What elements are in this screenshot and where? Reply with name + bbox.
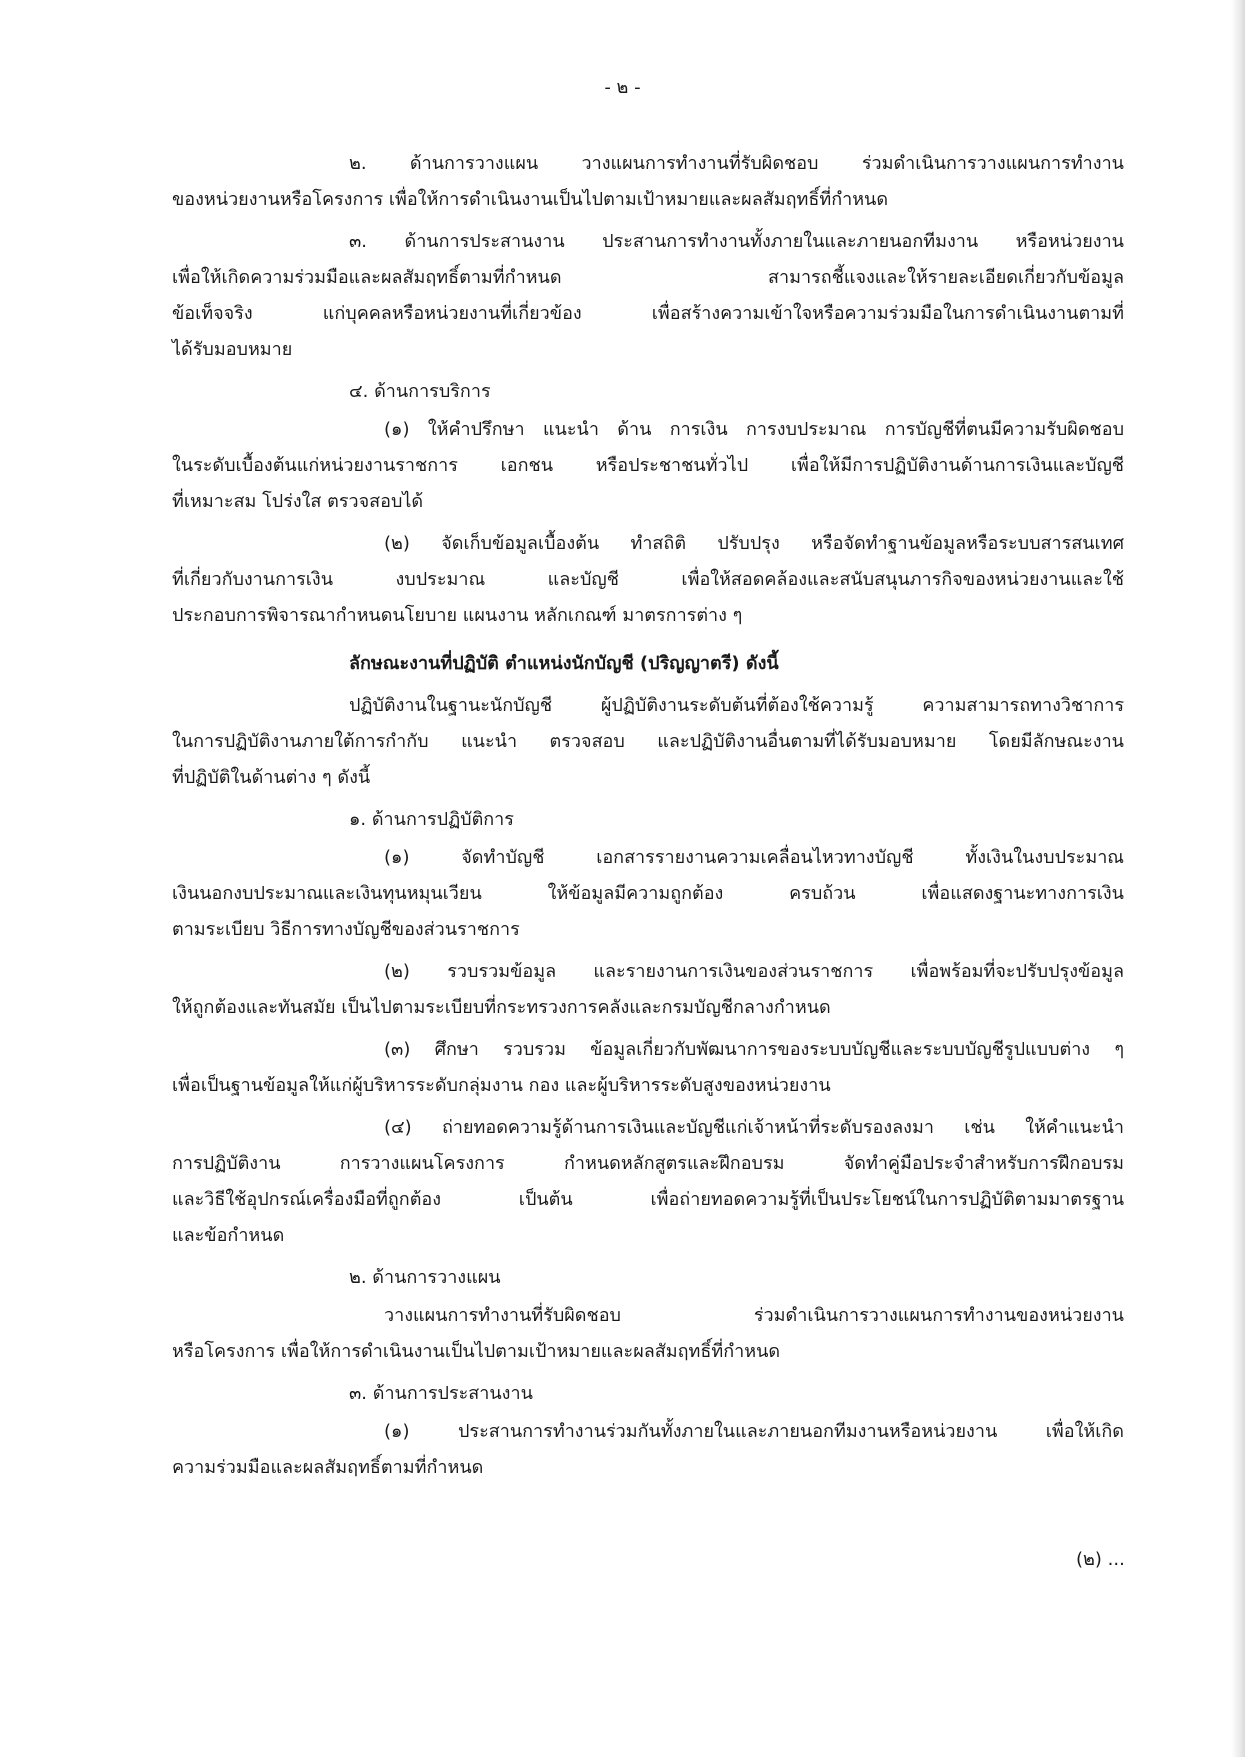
- planning-heading: ๒. ด้านการวางแผน: [349, 1267, 501, 1288]
- paragraph-line: และข้อกำหนด: [172, 1225, 285, 1246]
- paragraph-line: การปฏิบัติงาน การวางแผนโครงการ กำหนดหลักสูตรและฝึกอบรม จัดทำคู่มือประจำสำหรับการฝึกอบรม: [172, 1153, 1124, 1174]
- service-item-1-line: (๑) ให้คำปรึกษา แนะนำ ด้าน การเงิน การงบประมาณ การบัญชีที่ตนมีความรับผิดชอบ: [384, 419, 1124, 440]
- paragraph-line: ที่ปฏิบัติในด้านต่าง ๆ ดังนี้: [172, 767, 371, 788]
- paragraph-line: ข้อเท็จจริง แก่บุคคลหรือหน่วยงานที่เกี่ยวข้อง เพื่อสร้างความเข้าใจหรือความร่วมมือในการดำเนินงานตามที่: [172, 303, 1124, 324]
- paragraph-line: ที่เกี่ยวกับงานการเงิน งบประมาณ และบัญชี เพื่อให้สอดคล้องและสนับสนุนภารกิจของหน่วยงานและใช้: [172, 569, 1124, 590]
- operations-item-3-line: (๓) ศึกษา รวบรวม ข้อมูลเกี่ยวกับพัฒนาการของระบบบัญชีและระบบบัญชีรูปแบบต่าง ๆ: [384, 1039, 1124, 1060]
- paragraph-line: ความร่วมมือและผลสัมฤทธิ์ตามที่กำหนด: [172, 1457, 484, 1478]
- operations-item-1-line: (๑) จัดทำบัญชี เอกสารรายงานความเคลื่อนไหวทางบัญชี ทั้งเงินในงบประมาณ: [384, 847, 1124, 868]
- paragraph-line: ตามระเบียบ วิธีการทางบัญชีของส่วนราชการ: [172, 919, 520, 940]
- operations-heading: ๑. ด้านการปฏิบัติการ: [349, 809, 514, 830]
- paragraph-line: ของหน่วยงานหรือโครงการ เพื่อให้การดำเนินงานเป็นไปตามเป้าหมายและผลสัมฤทธิ์ที่กำหนด: [172, 189, 889, 210]
- planning-text-line: วางแผนการทำงานที่รับผิดชอบ ร่วมดำเนินการวางแผนการทำงานของหน่วยงาน: [384, 1305, 1124, 1326]
- section-heading: ลักษณะงานที่ปฏิบัติ ตำแหน่งนักบัญชี (ปริญญาตรี) ดังนี้: [349, 653, 779, 674]
- paragraph-line: ได้รับมอบหมาย: [172, 339, 293, 360]
- coordination-heading: ๓. ด้านการประสานงาน: [349, 1383, 533, 1404]
- paragraph-line: ประกอบการพิจารณากำหนดนโยบาย แผนงาน หลักเกณฑ์ มาตรการต่าง ๆ: [172, 605, 743, 626]
- paragraph-line: ให้ถูกต้องและทันสมัย เป็นไปตามระเบียบที่กระทรวงการคลังและกรมบัญชีกลางกำหนด: [172, 997, 831, 1018]
- planning-heading-line: ๒. ด้านการวางแผน วางแผนการทำงานที่รับผิดชอบ ร่วมดำเนินการวางแผนการทำงาน: [349, 153, 1124, 174]
- paragraph-line: ปฏิบัติงานในฐานะนักบัญชี ผู้ปฏิบัติงานระดับต้นที่ต้องใช้ความรู้ ความสามารถทางวิชาการ: [349, 695, 1124, 716]
- operations-item-4-line: (๔) ถ่ายทอดความรู้ด้านการเงินและบัญชีแก่เจ้าหน้าที่ระดับรองลงมา เช่น ให้คำแนะนำ: [384, 1117, 1124, 1138]
- paragraph-line: ในการปฏิบัติงานภายใต้การกำกับ แนะนำ ตรวจสอบ และปฏิบัติงานอื่นตามที่ได้รับมอบหมาย โดยมีลักษณะงาน: [172, 731, 1124, 752]
- paragraph-line: และวิธีใช้อุปกรณ์เครื่องมือที่ถูกต้อง เป็นต้น เพื่อถ่ายทอดความรู้ที่เป็นประโยชน์ในการปฏิบัติตามมาตรฐาน: [172, 1189, 1124, 1210]
- coordination-item-1-line: (๑) ประสานการทำงานร่วมกันทั้งภายในและภายนอกทีมงานหรือหน่วยงาน เพื่อให้เกิด: [384, 1421, 1124, 1442]
- coordination-heading-line: ๓. ด้านการประสานงาน ประสานการทำงานทั้งภายในและภายนอกทีมงาน หรือหน่วยงาน: [349, 231, 1124, 252]
- paragraph-line: ที่เหมาะสม โปร่งใส ตรวจสอบได้: [172, 491, 424, 512]
- service-heading: ๔. ด้านการบริการ: [349, 381, 491, 402]
- operations-item-2-line: (๒) รวบรวมข้อมูล และรายงานการเงินของส่วนราชการ เพื่อพร้อมที่จะปรับปรุงข้อมูล: [384, 961, 1124, 982]
- page-number: - ๒ -: [604, 77, 641, 98]
- continuation-marker: (๒) ...: [1076, 1549, 1125, 1570]
- service-item-2-line: (๒) จัดเก็บข้อมูลเบื้องต้น ทำสถิติ ปรับปรุง หรือจัดทำฐานข้อมูลหรือระบบสารสนเทศ: [384, 533, 1124, 554]
- paragraph-line: เพื่อให้เกิดความร่วมมือและผลสัมฤทธิ์ตามที่กำหนด สามารถชี้แจงและให้รายละเอียดเกี่ยวกับข้อมูล: [172, 267, 1124, 288]
- paragraph-line: เงินนอกงบประมาณและเงินทุนหมุนเวียน ให้ข้อมูลมีความถูกต้อง ครบถ้วน เพื่อแสดงฐานะทางการเงิน: [172, 883, 1124, 904]
- paragraph-line: ในระดับเบื้องต้นแก่หน่วยงานราชการ เอกชน หรือประชาชนทั่วไป เพื่อให้มีการปฏิบัติงานด้านการเงินและบัญชี: [172, 455, 1124, 476]
- paragraph-line: เพื่อเป็นฐานข้อมูลให้แก่ผู้บริหารระดับกลุ่มงาน กอง และผู้บริหารระดับสูงของหน่วยงาน: [172, 1075, 831, 1096]
- paragraph-line: หรือโครงการ เพื่อให้การดำเนินงานเป็นไปตามเป้าหมายและผลสัมฤทธิ์ที่กำหนด: [172, 1341, 781, 1362]
- page-edge-shadow: [1231, 0, 1245, 1757]
